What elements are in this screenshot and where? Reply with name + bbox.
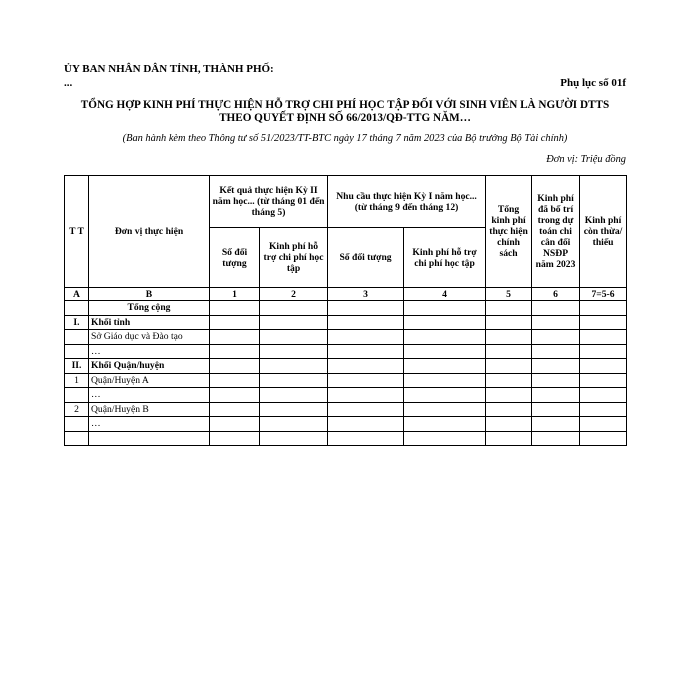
row-value-cell [532, 373, 580, 388]
row-value-cell [328, 373, 404, 388]
row-value-cell [210, 359, 260, 374]
row-value-cell [404, 431, 486, 446]
row-tt [65, 330, 89, 345]
column-index: 6 [532, 288, 580, 301]
row-value-cell [210, 315, 260, 330]
header-group-term1: Nhu cầu thực hiện Kỳ I năm học... (từ tháng 9 đến tháng 12) [328, 176, 486, 228]
row-value-cell [580, 359, 627, 374]
row-value-cell [404, 315, 486, 330]
row-value-cell [260, 373, 328, 388]
row-value-cell [404, 330, 486, 345]
row-value-cell [260, 315, 328, 330]
table-row [65, 373, 627, 388]
row-value-cell [260, 402, 328, 417]
row-unit-name: Quận/Huyện A [89, 373, 210, 388]
column-index: B [89, 288, 210, 301]
row-tt [65, 301, 89, 316]
header-row-1 [65, 176, 627, 228]
row-value-cell [486, 344, 532, 359]
table-row [65, 344, 627, 359]
column-index: 3 [328, 288, 404, 301]
row-value-cell [532, 359, 580, 374]
column-index: 7=5-6 [580, 288, 627, 301]
row-value-cell [260, 301, 328, 316]
row-value-cell [328, 301, 404, 316]
title-line-2: THEO QUYẾT ĐỊNH SỐ 66/2013/QĐ-TTG NĂM… [219, 112, 471, 124]
row-value-cell [328, 344, 404, 359]
header-allocated: Kinh phí đã bố trí trong dự toán chi cân đối NSĐP năm 2023 [532, 176, 580, 288]
header-g1-fund: Kinh phí hỗ trợ chi phí học tập [260, 228, 328, 288]
row-value-cell [260, 344, 328, 359]
column-index: 4 [404, 288, 486, 301]
currency-unit: Đơn vị: Triệu đồng [546, 154, 626, 165]
table-row [65, 315, 627, 330]
document-title [64, 99, 626, 125]
column-index: A [65, 288, 89, 301]
row-value-cell [328, 388, 404, 403]
row-value-cell [580, 330, 627, 345]
column-index: 2 [260, 288, 328, 301]
row-value-cell [404, 359, 486, 374]
row-value-cell [328, 359, 404, 374]
row-value-cell [404, 388, 486, 403]
row-value-cell [532, 431, 580, 446]
row-value-cell [210, 431, 260, 446]
document-subtitle: (Ban hành kèm theo Thông tư số 51/2023/TT-BTC ngày 17 tháng 7 năm 2023 của Bộ trưởng Bộ Tài chính) [122, 133, 568, 144]
row-value-cell [486, 402, 532, 417]
row-value-cell [210, 344, 260, 359]
row-value-cell [328, 315, 404, 330]
row-value-cell [328, 402, 404, 417]
row-value-cell [210, 373, 260, 388]
row-unit-name: Khối tỉnh [89, 315, 210, 330]
row-value-cell [404, 344, 486, 359]
row-unit-name [89, 431, 210, 446]
column-index: 1 [210, 288, 260, 301]
row-value-cell [260, 417, 328, 432]
table-row [65, 359, 627, 374]
title-line-1: TỔNG HỢP KINH PHÍ THỰC HIỆN HỖ TRỢ CHI PHÍ HỌC TẬP ĐỐI VỚI SINH VIÊN LÀ NGƯỜI DTTS [80, 99, 610, 111]
row-value-cell [486, 417, 532, 432]
row-value-cell [532, 301, 580, 316]
column-index-row [65, 288, 627, 301]
row-tt: 2 [65, 402, 89, 417]
table-row [65, 417, 627, 432]
row-tt [65, 344, 89, 359]
row-unit-name: Sở Giáo dục và Đào tạo [89, 330, 210, 345]
appendix-number: Phụ lục số 01f [560, 77, 626, 89]
row-value-cell [580, 431, 627, 446]
row-tt [65, 431, 89, 446]
authority-ellipsis: ... [64, 77, 73, 89]
row-value-cell [260, 431, 328, 446]
row-value-cell [532, 344, 580, 359]
header-g1-count: Số đối tượng [210, 228, 260, 288]
row-unit-name: Quận/Huyện B [89, 402, 210, 417]
row-value-cell [486, 388, 532, 403]
table-row [65, 330, 627, 345]
row-value-cell [328, 431, 404, 446]
row-value-cell [260, 388, 328, 403]
row-value-cell [210, 330, 260, 345]
row-value-cell [532, 388, 580, 403]
row-value-cell [580, 402, 627, 417]
row-tt [65, 388, 89, 403]
row-value-cell [580, 315, 627, 330]
row-value-cell [580, 373, 627, 388]
row-value-cell [404, 417, 486, 432]
row-value-cell [580, 344, 627, 359]
row-unit-name: … [89, 388, 210, 403]
header-tt: T T [65, 176, 89, 288]
document-page [64, 62, 626, 446]
row-value-cell [210, 417, 260, 432]
authority-name: ỦY BAN NHÂN DÂN TỈNH, THÀNH PHỐ: [64, 63, 274, 75]
row-value-cell [486, 431, 532, 446]
row-value-cell [532, 417, 580, 432]
table-row [65, 402, 627, 417]
header-unit-name: Đơn vị thực hiện [89, 176, 210, 288]
row-value-cell [404, 373, 486, 388]
row-value-cell [210, 301, 260, 316]
row-value-cell [328, 417, 404, 432]
row-value-cell [404, 402, 486, 417]
row-value-cell [532, 402, 580, 417]
row-value-cell [260, 330, 328, 345]
row-tt: I. [65, 315, 89, 330]
column-index: 5 [486, 288, 532, 301]
row-value-cell [486, 301, 532, 316]
row-value-cell [260, 359, 328, 374]
row-value-cell [210, 402, 260, 417]
header-total: Tổng kinh phí thực hiện chính sách [486, 176, 532, 288]
row-unit-name: Khối Quận/huyện [89, 359, 210, 374]
row-value-cell [532, 315, 580, 330]
header-g2-count: Số đối tượng [328, 228, 404, 288]
row-value-cell [580, 301, 627, 316]
table-row [65, 431, 627, 446]
row-value-cell [486, 373, 532, 388]
row-tt: 1 [65, 373, 89, 388]
row-tt [65, 417, 89, 432]
row-value-cell [210, 388, 260, 403]
row-value-cell [328, 330, 404, 345]
authority-line [64, 62, 626, 76]
header-g2-fund: Kinh phí hỗ trợ chi phí học tập [404, 228, 486, 288]
funding-table [64, 175, 627, 446]
table-row [65, 301, 627, 316]
row-unit-name: Tổng cộng [89, 301, 210, 316]
row-value-cell [532, 330, 580, 345]
header-balance: Kinh phí còn thừa/ thiếu [580, 176, 627, 288]
row-value-cell [486, 330, 532, 345]
table-row [65, 388, 627, 403]
row-value-cell [580, 388, 627, 403]
row-unit-name: … [89, 417, 210, 432]
row-tt: II. [65, 359, 89, 374]
row-value-cell [404, 301, 486, 316]
header-group-term2: Kết quả thực hiện Kỳ II năm học... (từ tháng 01 đến tháng 5) [210, 176, 328, 228]
row-value-cell [580, 417, 627, 432]
row-value-cell [486, 315, 532, 330]
row-value-cell [486, 359, 532, 374]
row-unit-name: … [89, 344, 210, 359]
appendix-line [64, 76, 626, 90]
